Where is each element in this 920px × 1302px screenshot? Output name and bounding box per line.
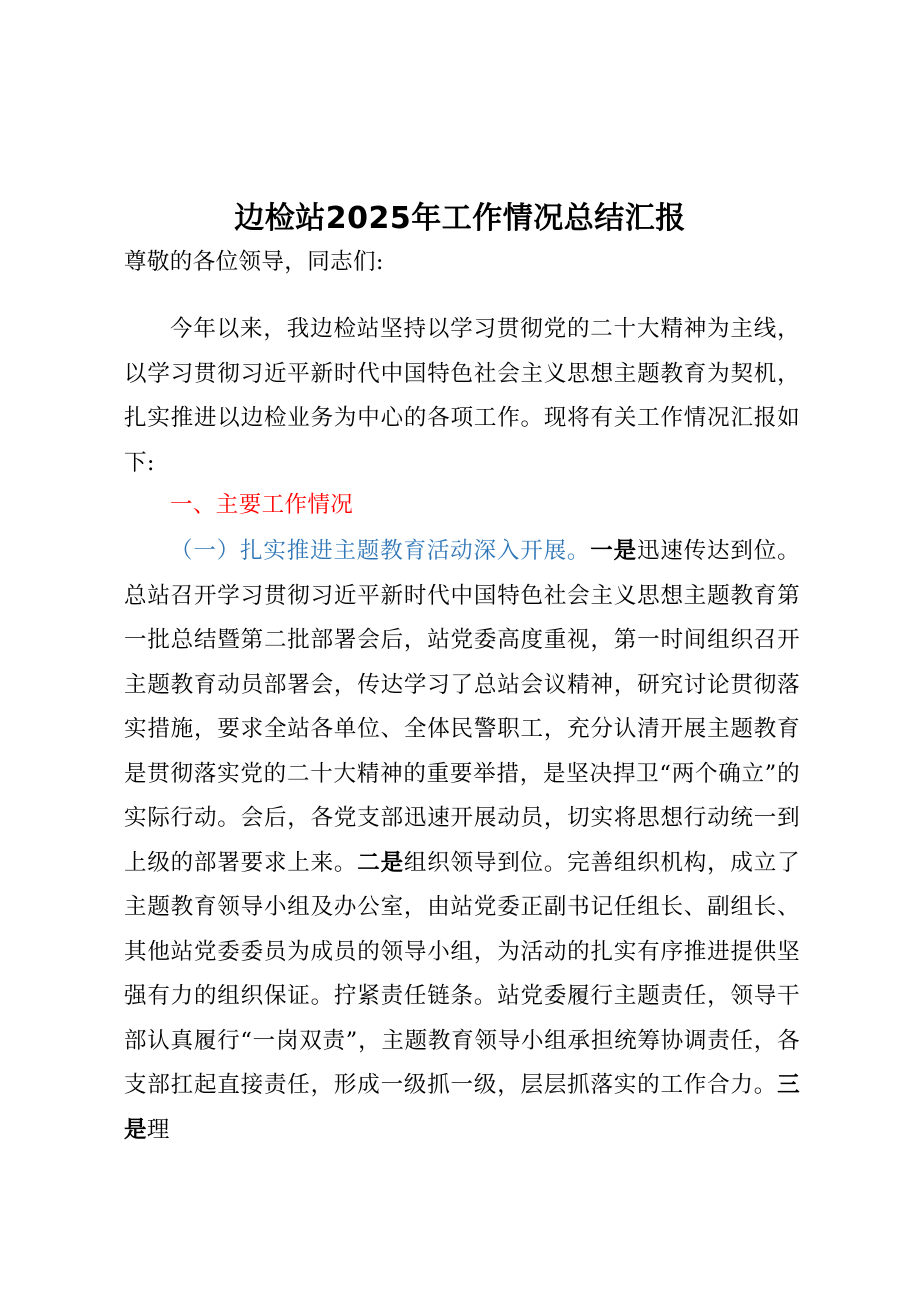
lead-one: 一是 <box>590 538 637 564</box>
lead-two: 二是 <box>357 849 404 876</box>
paragraph-text-three: 理 <box>146 1116 170 1143</box>
lead-three: 三是 <box>124 1072 800 1143</box>
subsection-paragraph <box>124 529 800 1152</box>
paragraph-text-one: 迅速传达到位。总站召开学习贯彻习近平新时代中国特色社会主义思想主题教育第一批总结暨第二批部署会后，站党委高度重视，第一时间组织召开主题教育动员部署会，传达学习了总站会议精神，研究讨论贯彻落实措施，要求全站各单位、全体民警职工，充分认清开展主题教育是贯彻落实党的二十大精神的重要举措，是坚决捍卫“两个确立”的实际行动。会后，各党支部迅速开展动员，切实将思想行动统一到上级的部署要求上来。 <box>124 538 800 876</box>
paragraph-text-two: 组织领导到位。完善组织机构，成立了主题教育领导小组及办公室，由站党委正副书记任组长、副组长、其他站党委委员为成员的领导小组，为活动的扎实有序推进提供坚强有力的组织保证。拧紧责任链条。站党委履行主题责任，领导干部认真履行“一岗双责”，主题教育领导小组承担统筹协调责任，各支部扛起直接责任，形成一级抓一级，层层抓落实的工作合力。 <box>124 849 800 1098</box>
intro-paragraph: 今年以来，我边检站坚持以学习贯彻党的二十大精神为主线，以学习贯彻习近平新时代中国特色社会主义思想主题教育为契机，扎实推进以边检业务为中心的各项工作。现将有关工作情况汇报如下: <box>124 316 800 476</box>
section-heading: 一、主要工作情况 <box>170 492 354 518</box>
subsection-heading: （一）扎实推进主题教育活动深入开展。 <box>170 538 591 564</box>
salutation: 尊敬的各位领导，同志们: <box>124 249 384 275</box>
document-title: 边检站2025年工作情况总结汇报 <box>234 201 686 236</box>
